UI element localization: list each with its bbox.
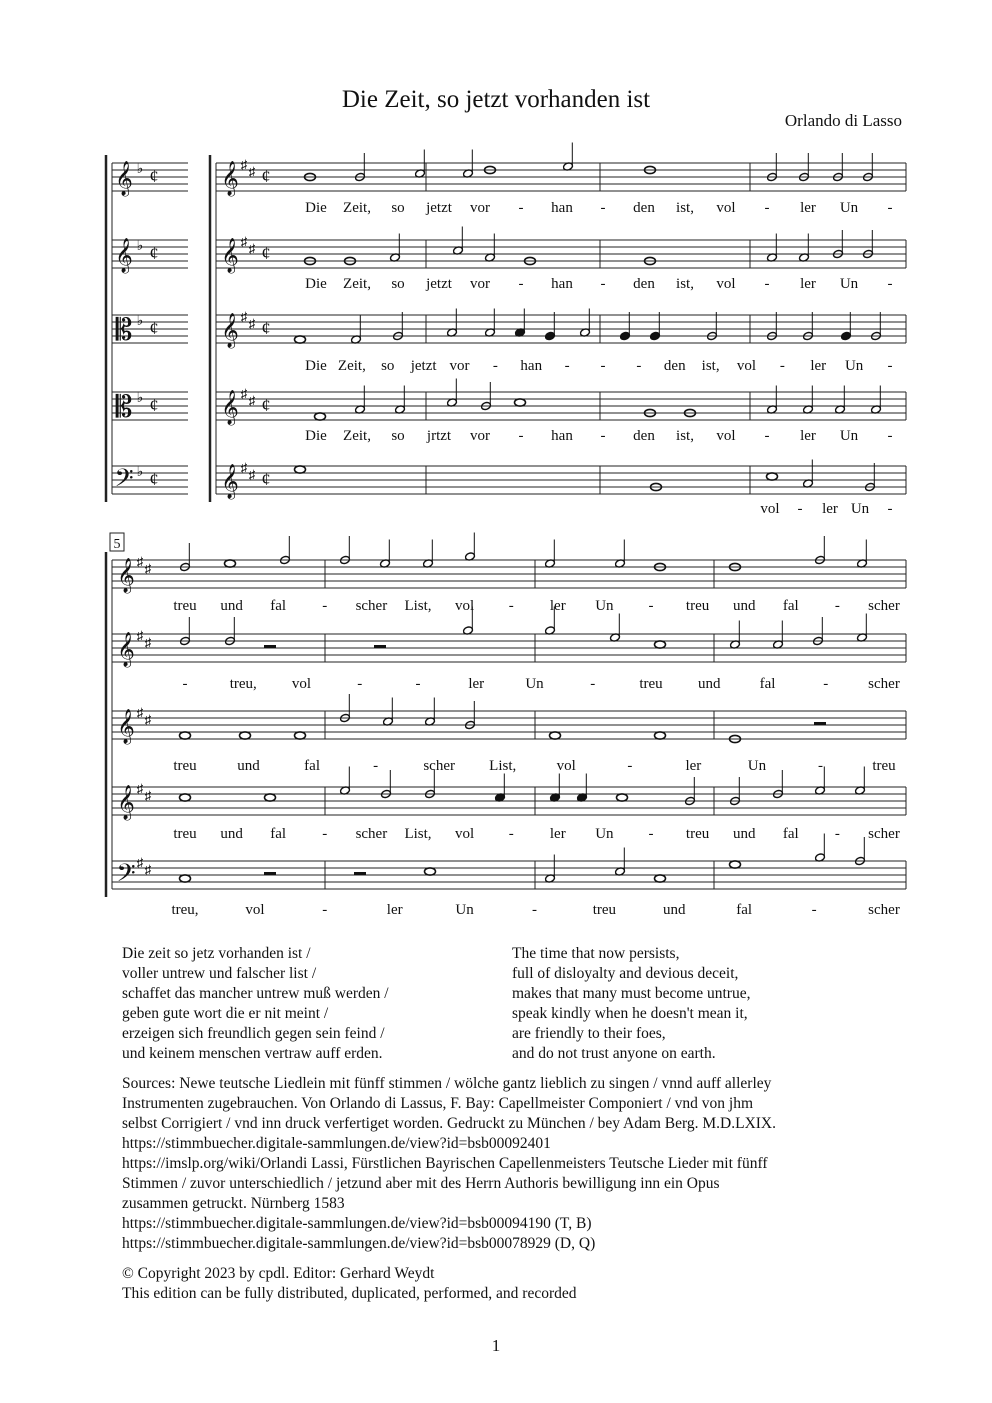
lyric-syllable: treu: [639, 676, 663, 692]
lyric-syllable: so: [391, 276, 405, 292]
copyright-line: © Copyright 2023 by cpdl. Editor: Gerhard Weydt: [122, 1265, 435, 1282]
lyric-syllable: vol: [245, 902, 265, 918]
clef-glyph: 𝄞: [221, 239, 239, 272]
time-signature: ¢: [261, 469, 271, 489]
lyric-syllable: ler: [800, 200, 816, 216]
lyric-syllable: List,: [404, 598, 432, 614]
time-signature: ¢: [149, 318, 159, 338]
lyric-syllable: vol: [556, 758, 576, 774]
lyric-syllable: -: [415, 676, 421, 692]
lyric-syllable: -: [648, 598, 654, 614]
lyric-syllable: treu: [685, 826, 710, 842]
lyric-syllable: -: [182, 676, 188, 692]
lyric-syllable: -: [532, 902, 537, 918]
measure-number: 5: [113, 537, 121, 552]
lyric-syllable: vol: [455, 826, 475, 842]
lyric-syllable: -: [823, 676, 829, 692]
sharp-sign: ♯: [144, 635, 152, 650]
note-whole: [767, 473, 778, 480]
time-signature: ¢: [149, 166, 159, 186]
sharp-sign: ♯: [144, 788, 152, 803]
poem-line: full of disloyalty and devious deceit,: [512, 965, 739, 982]
lyric-syllable: treu,: [171, 902, 199, 918]
lyric-syllable: -: [764, 276, 770, 292]
flat-sign: ♭: [136, 391, 144, 406]
note-whole: [515, 399, 526, 406]
sharp-sign: ♯: [144, 712, 152, 727]
lyric-syllable: und: [663, 902, 686, 918]
clef-glyph: 𝄞: [117, 633, 135, 666]
rest-mark: [264, 872, 276, 875]
lyric-syllable: -: [322, 598, 328, 614]
note-whole: [550, 732, 561, 739]
lyric-syllable: Un: [839, 428, 859, 444]
lyric-syllable: vor: [470, 428, 490, 444]
lyric-syllable: Un: [839, 200, 859, 216]
sharp-sign: ♯: [240, 234, 248, 249]
note-whole: [295, 732, 306, 739]
lyric-syllable: ler: [810, 358, 827, 374]
lyric-syllable: ist,: [676, 276, 694, 292]
sharp-sign: ♯: [240, 157, 248, 172]
note-whole: [180, 875, 191, 882]
sharp-sign: ♯: [144, 561, 152, 576]
lyric-syllable: fal: [270, 598, 287, 614]
lyric-syllable: Un: [525, 676, 544, 692]
note-whole: [730, 861, 741, 868]
lyric-syllable: -: [887, 276, 893, 292]
poem-line: geben gute wort die er nit meint /: [122, 1005, 329, 1022]
time-signature: ¢: [261, 318, 271, 338]
poem: [122, 944, 882, 1064]
lyric-syllable: -: [648, 826, 654, 842]
lyric-syllable: und: [732, 826, 756, 842]
lyric-syllable: vor: [449, 358, 470, 374]
lyric-syllable: treu: [685, 598, 710, 614]
source-line: Stimmen / zuvor unterschiedlich / jetzund aber mit des Herrn Authoris bewilligung inn ein Opus: [122, 1175, 720, 1192]
clef-glyph: 𝄡: [115, 391, 133, 424]
rest-mark: [354, 872, 366, 875]
lyric-syllable: Un: [595, 598, 614, 614]
poem-line: und keinem menschen vertraw auff erden.: [122, 1045, 383, 1062]
lyric-syllable: fal: [270, 826, 287, 842]
sharp-sign: ♯: [240, 309, 248, 324]
lyric-syllable: han: [551, 276, 573, 292]
sharp-sign: ♯: [240, 386, 248, 401]
lyric-syllable: scher: [423, 758, 456, 774]
text-notes: [122, 944, 882, 1304]
lyric-syllable: ler: [800, 428, 816, 444]
poem-line: voller untrew und falscher list /: [122, 965, 317, 982]
lyric-syllable: ler: [822, 501, 838, 517]
lyric-syllable: ist,: [676, 428, 694, 444]
lyric-syllable: so: [381, 358, 395, 374]
note-whole: [617, 794, 628, 801]
lyric-syllable: ler: [386, 902, 403, 918]
time-signature: ¢: [261, 243, 271, 263]
lyric-syllable: Zeit,: [343, 276, 371, 292]
clef-glyph: 𝄞: [117, 559, 135, 592]
lyric-syllable: Un: [747, 758, 767, 774]
flat-sign: ♭: [136, 162, 144, 177]
lyric-syllable: -: [518, 428, 524, 444]
lyric-syllable: treu: [173, 598, 197, 614]
lyric-syllable: -: [357, 676, 363, 692]
lyric-syllable: ler: [685, 758, 702, 774]
license-line: This edition can be fully distributed, duplicated, performed, and recorded: [122, 1285, 577, 1302]
lyric-syllable: treu: [173, 758, 197, 774]
poem-line: erzeigen sich freundlich gegen sein feind /: [122, 1025, 385, 1042]
lyric-syllable: vol: [760, 501, 780, 517]
lyric-syllable: Zeit,: [337, 358, 366, 374]
lyric-syllable: -: [600, 428, 606, 444]
source-line: Instrumenten zugebrauchen. Von Orlando di Lassus, F. Bay: Capellmeister Componiert / vnd von jhm: [122, 1095, 754, 1112]
lyric-syllable: -: [887, 200, 893, 216]
note-whole: [655, 875, 666, 882]
source-line: selbst Corrigiert / vnd inn druck verfertiget worden. Gedruckt zu München / bey Adam Berg. M.D.LXIX.: [122, 1115, 777, 1132]
sharp-sign: ♯: [136, 855, 144, 870]
lyric-syllable: ler: [800, 276, 816, 292]
clef-glyph: 𝄞: [221, 314, 239, 347]
clef-glyph: 𝄞: [221, 391, 239, 424]
lyric-syllable: ler: [549, 826, 566, 842]
lyric-syllable: Un: [844, 358, 864, 374]
lyric-syllable: treu,: [229, 676, 257, 692]
lyric-syllable: und: [732, 598, 756, 614]
clef-glyph: 𝄞: [221, 465, 239, 498]
lyric-syllable: vol: [736, 358, 757, 374]
source-link[interactable]: https://stimmbuecher.digitale-sammlungen.de/view?id=bsb00094190 (T, B): [122, 1215, 592, 1232]
lyric-syllable: -: [600, 276, 606, 292]
composer-name: Orlando di Lasso: [784, 111, 902, 130]
sharp-sign: ♯: [136, 705, 144, 720]
lyric-syllable: scher: [868, 676, 900, 692]
clef-glyph: 𝄡: [115, 314, 133, 347]
lyric-syllable: und: [237, 758, 260, 774]
lyric-syllable: Un: [455, 902, 474, 918]
lyric-syllable: fal: [782, 598, 799, 614]
flat-sign: ♭: [136, 465, 144, 480]
lyric-syllable: scher: [355, 598, 388, 614]
lyric-syllable: -: [600, 358, 606, 374]
lyric-syllable: Un: [839, 276, 859, 292]
lyric-syllable: Die: [305, 358, 327, 374]
clef-glyph: 𝄞: [115, 239, 133, 272]
lyric-syllable: Un: [595, 826, 614, 842]
lyric-syllable: den: [633, 428, 655, 444]
lyric-syllable: han: [520, 358, 543, 374]
lyric-syllable: vol: [291, 676, 312, 692]
lyric-syllable: fal: [759, 676, 776, 692]
lyric-syllable: vor: [470, 200, 490, 216]
rest-mark: [374, 645, 386, 648]
lyric-syllable: -: [887, 501, 893, 517]
lyric-syllable: und: [220, 598, 243, 614]
source-link[interactable]: https://imslp.org/wiki/Orlandi Lassi, Fürstlichen Bayrischen Capellenmeisters Teutsche Lieder mit fünff: [122, 1155, 768, 1172]
sharp-sign: ♯: [248, 467, 256, 482]
lyric-syllable: Die: [305, 276, 327, 292]
lyric-syllable: treu: [872, 758, 896, 774]
lyric-syllable: jrtzt: [426, 428, 452, 444]
sharp-sign: ♯: [136, 781, 144, 796]
flat-sign: ♭: [136, 314, 144, 329]
lyric-syllable: -: [764, 428, 770, 444]
lyric-syllable: jetzt: [426, 276, 452, 292]
note-whole: [180, 794, 191, 801]
lyric-syllable: treu: [173, 826, 197, 842]
lyric-syllable: han: [551, 200, 573, 216]
lyric-syllable: treu: [592, 902, 617, 918]
sharp-sign: ♯: [136, 554, 144, 569]
clef-glyph: 𝄞: [115, 162, 133, 195]
flat-sign: ♭: [136, 239, 144, 254]
lyric-syllable: so: [391, 428, 405, 444]
note-whole: [425, 868, 436, 875]
poem-line: schaffet das mancher untrew muß werden /: [122, 985, 389, 1002]
sharp-sign: ♯: [248, 164, 256, 179]
clef-glyph: 𝄢: [114, 465, 134, 498]
lyric-syllable: -: [797, 501, 803, 517]
source-link[interactable]: https://stimmbuecher.digitale-sammlungen.de/view?id=bsb00092401: [122, 1135, 551, 1152]
lyric-syllable: -: [322, 826, 328, 842]
lyric-syllable: -: [636, 358, 642, 374]
lyric-syllable: -: [508, 826, 514, 842]
note-whole: [295, 336, 306, 343]
lyric-syllable: jetzt: [426, 200, 452, 216]
lyric-syllable: -: [518, 276, 524, 292]
lyric-syllable: -: [811, 902, 817, 918]
note-whole: [295, 466, 306, 473]
time-signature: ¢: [149, 469, 159, 489]
poem-english: [512, 944, 882, 1064]
copyright: [122, 1264, 882, 1304]
poem-line: speak kindly when he doesn't mean it,: [512, 1005, 748, 1022]
lyric-syllable: -: [564, 358, 570, 374]
page-title: Die Zeit, so jetzt vorhanden ist: [341, 86, 651, 113]
sharp-sign: ♯: [136, 628, 144, 643]
lyric-syllable: ist,: [676, 200, 694, 216]
lyric-syllable: -: [508, 598, 514, 614]
lyric-syllable: -: [590, 676, 596, 692]
lyric-syllable: und: [220, 826, 243, 842]
note-whole: [655, 641, 666, 648]
page-number: 1: [491, 1336, 501, 1355]
lyric-syllable: -: [834, 598, 840, 614]
lyric-syllable: jetzt: [410, 358, 437, 374]
source-line: zusammen getruckt. Nürnberg 1583: [122, 1195, 345, 1212]
lyric-syllable: -: [373, 758, 379, 774]
source-line: Sources: Newe teutsche Liedlein mit fünff stimmen / wölche gantz lieblich zu singen / vnnd auff allerley: [122, 1075, 772, 1092]
sharp-sign: ♯: [248, 241, 256, 256]
poem-line: Die zeit so jetz vorhanden ist /: [122, 945, 311, 962]
lyric-syllable: -: [779, 358, 785, 374]
lyric-syllable: -: [887, 428, 893, 444]
lyric-syllable: so: [391, 200, 405, 216]
sharp-sign: ♯: [240, 460, 248, 475]
poem-line: are friendly to their foes,: [512, 1025, 666, 1042]
sources: [122, 1074, 882, 1254]
lyric-syllable: den: [633, 200, 655, 216]
lyric-syllable: scher: [868, 598, 900, 614]
time-signature: ¢: [149, 395, 159, 415]
source-link[interactable]: https://stimmbuecher.digitale-sammlungen.de/view?id=bsb00078929 (D, Q): [122, 1235, 596, 1252]
time-signature: ¢: [261, 166, 271, 186]
lyric-syllable: fal: [304, 758, 321, 774]
lyric-syllable: ler: [549, 598, 566, 614]
lyric-syllable: fal: [782, 826, 799, 842]
lyric-syllable: den: [663, 358, 686, 374]
lyric-syllable: vol: [716, 428, 736, 444]
lyric-syllable: vol: [716, 200, 736, 216]
poem-line: The time that now persists,: [512, 945, 680, 962]
lyric-syllable: vol: [716, 276, 736, 292]
time-signature: ¢: [149, 243, 159, 263]
lyric-syllable: scher: [868, 826, 900, 842]
sharp-sign: ♯: [144, 862, 152, 877]
lyric-syllable: han: [551, 428, 573, 444]
note-whole: [265, 794, 276, 801]
lyric-syllable: -: [834, 826, 840, 842]
lyric-syllable: fal: [736, 902, 753, 918]
lyric-syllable: ler: [468, 676, 485, 692]
lyric-syllable: und: [698, 676, 721, 692]
lyric-syllable: Un: [850, 501, 870, 517]
lyric-syllable: Zeit,: [343, 428, 371, 444]
sharp-sign: ♯: [248, 393, 256, 408]
lyric-syllable: Die: [305, 428, 327, 444]
lyric-syllable: -: [518, 200, 524, 216]
clef-glyph: 𝄞: [117, 786, 135, 819]
clef-glyph: 𝄞: [117, 710, 135, 743]
lyric-syllable: -: [600, 200, 606, 216]
lyric-syllable: vor: [470, 276, 490, 292]
poem-line: and do not trust anyone on earth.: [512, 1045, 716, 1062]
lyric-syllable: den: [633, 276, 655, 292]
rest-mark: [814, 722, 826, 725]
note-whole: [240, 732, 251, 739]
lyric-syllable: -: [764, 200, 770, 216]
lyric-syllable: -: [887, 358, 893, 374]
lyric-syllable: Zeit,: [343, 200, 371, 216]
lyric-syllable: vol: [455, 598, 475, 614]
note-whole: [225, 560, 236, 567]
lyric-syllable: Die: [305, 200, 327, 216]
lyric-syllable: -: [492, 358, 498, 374]
lyric-syllable: List,: [489, 758, 517, 774]
rest-mark: [264, 645, 276, 648]
lyric-syllable: ist,: [701, 358, 720, 374]
poem-german: [122, 944, 512, 1064]
lyric-syllable: List,: [404, 826, 432, 842]
note-whole: [315, 413, 326, 420]
lyric-syllable: scher: [868, 902, 900, 918]
lyric-syllable: -: [817, 758, 823, 774]
lyric-syllable: -: [322, 902, 328, 918]
note-whole: [180, 732, 191, 739]
sharp-sign: ♯: [248, 316, 256, 331]
clef-glyph: 𝄞: [221, 162, 239, 195]
lyric-syllable: scher: [355, 826, 388, 842]
lyric-syllable: -: [627, 758, 633, 774]
note-whole: [655, 732, 666, 739]
clef-glyph: 𝄢: [116, 860, 136, 893]
time-signature: ¢: [261, 395, 271, 415]
poem-line: makes that many must become untrue,: [512, 985, 751, 1002]
